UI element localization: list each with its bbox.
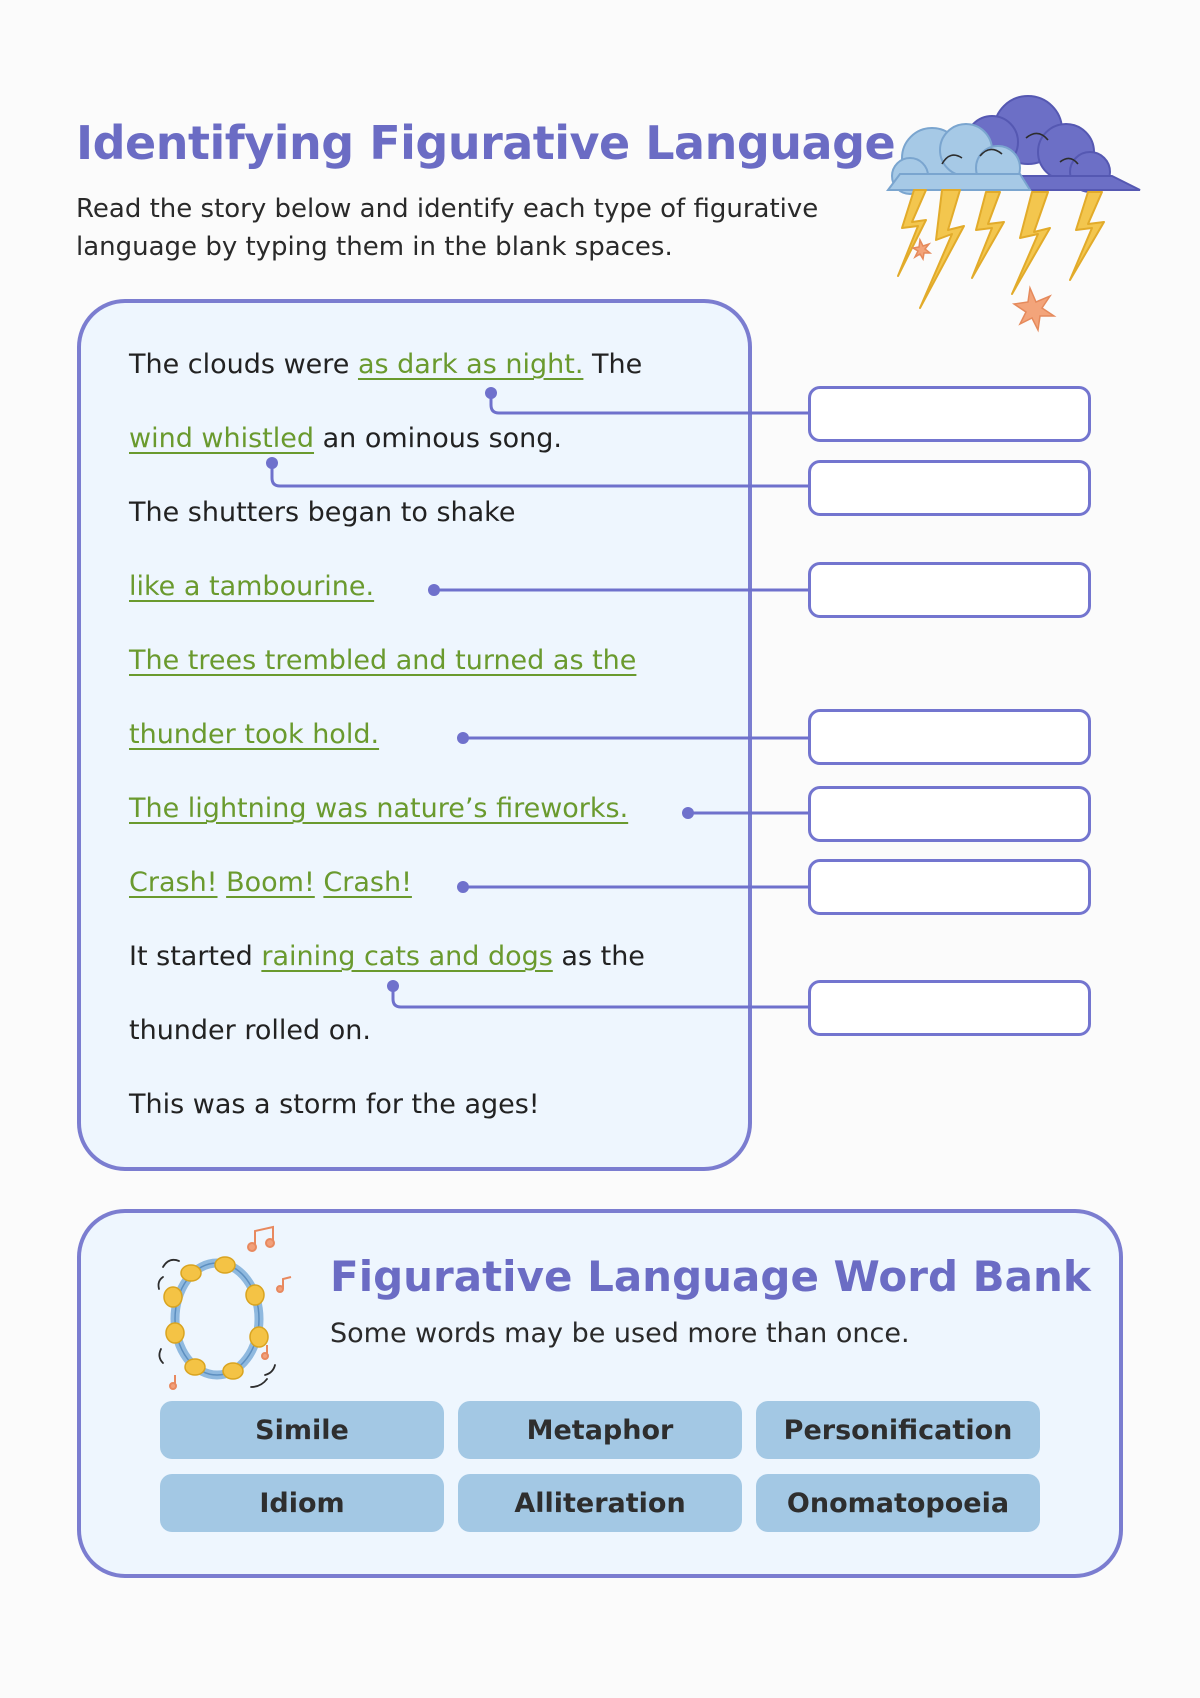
word-chip-alliteration[interactable]: Alliteration	[458, 1474, 742, 1532]
answer-input-5[interactable]	[808, 786, 1091, 842]
figurative-phrase: thunder took hold.	[129, 719, 380, 750]
word-chip-personification[interactable]: Personification	[756, 1401, 1040, 1459]
figurative-phrase: The trees trembled and turned as the	[129, 645, 637, 676]
answer-input-3[interactable]	[808, 562, 1091, 618]
figurative-phrase: as dark as night.	[357, 349, 584, 380]
word-chip-simile[interactable]: Simile	[160, 1401, 444, 1459]
figurative-phrase: Crash!	[129, 867, 218, 898]
figurative-phrase: like a tambourine.	[129, 571, 375, 602]
instructions: Read the story below and identify each type of figurative language by typing them in the blank spaces.	[76, 194, 819, 262]
word-chip-metaphor[interactable]: Metaphor	[458, 1401, 742, 1459]
answer-input-6[interactable]	[808, 859, 1091, 915]
story-line-1: The clouds were as dark as night. The	[129, 349, 643, 380]
tambourine-icon	[155, 1225, 305, 1395]
figurative-phrase: Crash!	[323, 867, 412, 898]
figurative-phrase: The lightning was nature’s fireworks.	[129, 793, 629, 824]
story-line-9: It started raining cats and dogs as the	[129, 941, 645, 972]
answer-input-2[interactable]	[808, 460, 1091, 516]
answer-input-4[interactable]	[808, 709, 1091, 765]
word-bank-title: Figurative Language Word Bank	[330, 1252, 1091, 1301]
word-chip-onomatopoeia[interactable]: Onomatopoeia	[756, 1474, 1040, 1532]
answer-input-7[interactable]	[808, 980, 1091, 1036]
figurative-phrase: Boom!	[226, 867, 315, 898]
story-line-3: The shutters began to shake	[129, 497, 516, 528]
word-chip-idiom[interactable]: Idiom	[160, 1474, 444, 1532]
word-bank-subtitle: Some words may be used more than once.	[330, 1318, 910, 1349]
answer-input-1[interactable]	[808, 386, 1091, 442]
story-line-2: wind whistled an ominous song.	[129, 423, 562, 454]
page-title: Identifying Figurative Language	[76, 116, 896, 170]
figurative-phrase: raining cats and dogs	[261, 941, 553, 972]
story-line-11: This was a storm for the ages!	[129, 1089, 540, 1120]
figurative-phrase: wind whistled	[129, 423, 315, 454]
story-line-10: thunder rolled on.	[129, 1015, 371, 1046]
